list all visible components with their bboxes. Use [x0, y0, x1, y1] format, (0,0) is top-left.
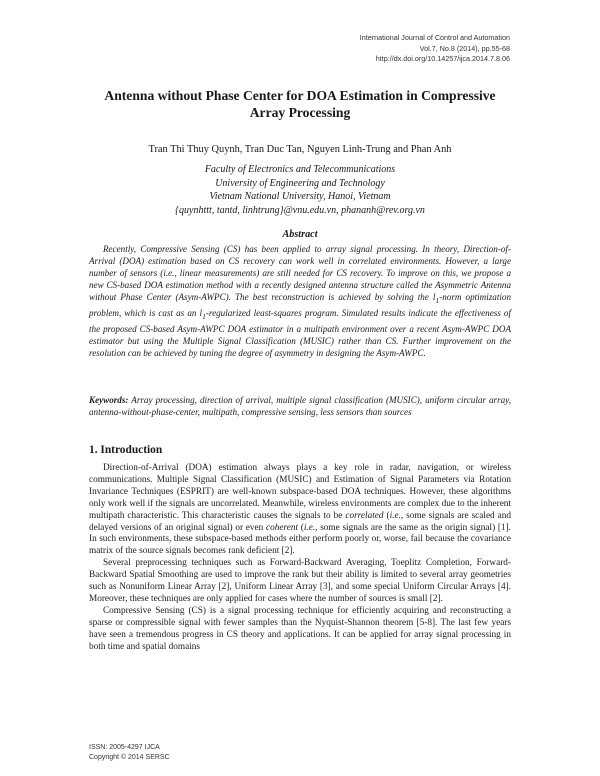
journal-name: International Journal of Control and Automation — [359, 33, 510, 42]
abstract-part-1: Recently, Compressive Sensing (CS) has been applied to array signal processing. In theory, Direction-of-Arrival (DOA) estimation based on CS recovery can work well in correlated environments. However, a large number of sensors (i.e., linear measurements) are still needed for CS recovery. To improve on this, we propose a new CS-based DOA estimation method with a recently designed antenna structure called the Asymmetric Antenna without Phase Center (Asym-AWPC). The best reconstruction is achieved by solving the — [89, 244, 511, 303]
keywords-label: Keywords: — [89, 395, 129, 405]
journal-header — [210, 33, 510, 65]
footer-issn: ISSN: 2005-4297 IJCA — [89, 744, 160, 751]
title-line-1: Antenna without Phase Center for DOA Estimation in Compressive — [104, 88, 496, 103]
intro-paragraph-2: Several preprocessing techniques such as Forward-Backward Averaging, Toeplitz Completion, Forward-Backward Spatial Smoothing are used to improve the rank but their ability is limited to several array geometries such as Nonuniform Linear Array [2], Uniform Linear Array [3], and some special Uniform Circular Arrays [4]. Moreover, these techniques are only applied for cases where the number of sources is small [2]. — [89, 558, 511, 604]
intro-paragraph-3: Compressive Sensing (CS) is a signal processing technique for efficiently acquiring and reconstructing a sparse or compressible signal with fewer samples than the Nyquist-Shannon theorem [5-8]. The last few years have seen a tremendous progress in CS theory and applications. It can be applied for array signal processing in both time and spatial domains — [89, 605, 511, 652]
affiliation-faculty: Faculty of Electronics and Telecommunications — [204, 164, 396, 175]
abstract-part-3: -regularized least-squares program. Simulated results indicate the effectiveness of the proposed CS-based Asym-AWPC DOA estimator in a multipath environment over a recent Asym-AWPC DOA estimator but using the Multiple Signal Classification (MUSIC) rather than CS. Further improvement on the resolution can be achieved by tuning the degree of asymmetry in designing the Asym-AWPC. — [89, 308, 511, 359]
affiliation-national: Vietnam National University, Hanoi, Vietnam — [209, 191, 391, 203]
affiliation-university: University of Engineering and Technology — [215, 177, 385, 189]
affiliation-emails[interactable]: {quynhttt, tantd, linhtrung}@vnu.edu.vn, phananh@rev.org.vn — [175, 204, 425, 216]
journal-doi[interactable]: http://dx.doi.org/10.14257/ijca.2014.7.8.06 — [375, 54, 510, 63]
abstract-text — [89, 243, 511, 359]
authors: Tran Thi Thuy Quynh, Tran Duc Tan, Nguyen Linh-Trung and Phan Anh — [148, 144, 452, 155]
keywords — [89, 395, 511, 419]
page-footer — [89, 743, 170, 763]
paper-title — [70, 88, 530, 121]
abstract-part-2: -norm optimization problem, which is cast as an — [89, 292, 511, 319]
abstract-heading: Abstract — [282, 229, 318, 240]
introduction-body — [89, 463, 511, 654]
intro-paragraph-1: Direction-of-Arrival (DOA) estimation always plays a key role in radar, navigation, or wireless communications. Multiple Signal Classification (MUSIC) and Estimation of Signal Parameters via Rotation Invariance Techniques (ESPRIT) are well-known subspace-based DOA techniques. However, these algorithms only work well if the signals are uncorrelated. Meanwhile, wireless environments are complex due to the inherent multipath characteristic. This characteristic causes the signals to be correlated (i.e., some signals are scaled and delayed versions of an original signal) or even coherent (i.e., some signals are the same as the origin signal) [1]. In such environments, these subspace-based methods either perform poorly or, worse, fail because the covariance matrix of the source signals becomes rank deficient [2]. — [89, 463, 511, 557]
footer-copyright: Copyright © 2014 SERSC — [89, 754, 170, 761]
title-line-2: Array Processing — [249, 104, 351, 120]
l1-symbol: $l_1$ — [199, 308, 206, 322]
l1-symbol: $l_1$ — [432, 292, 440, 306]
journal-volume: Vol.7, No.8 (2014), pp.55-68 — [419, 43, 510, 53]
section-heading-introduction: 1. Introduction — [89, 444, 163, 456]
affiliation — [60, 163, 540, 217]
keywords-text: Array processing, direction of arrival, multiple signal classification (MUSIC), uniform circular array, antenna-without-phase-center, multipath, compressive sensing, less sensors than sources — [89, 395, 511, 417]
